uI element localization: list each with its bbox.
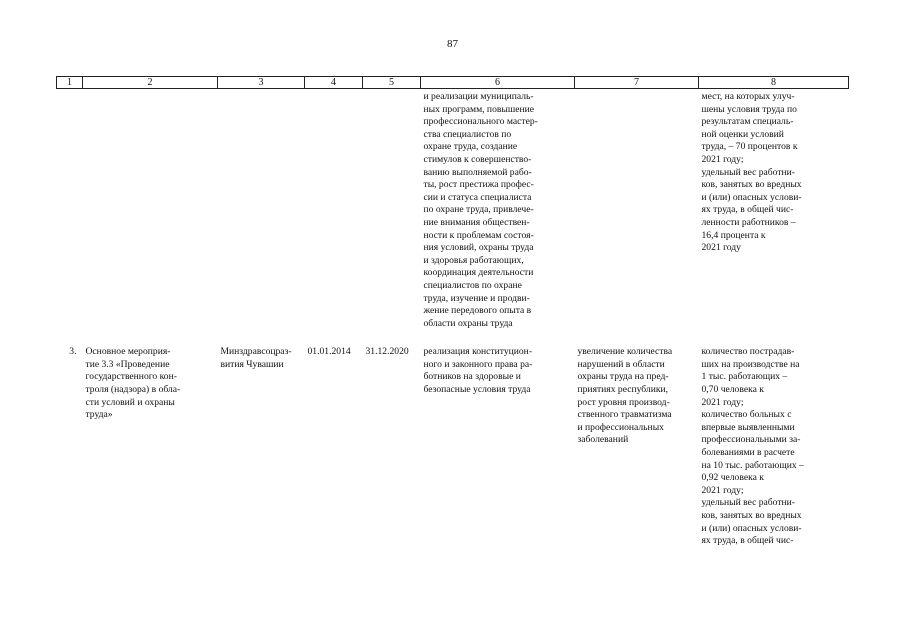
text-line: ния условий, охраны труда	[423, 242, 534, 254]
column-header: 4	[305, 77, 363, 89]
text-line: государственного кон-	[85, 371, 177, 383]
text-line: ях труда, в общей чис-	[701, 204, 794, 216]
text-line: по охране труда, привлече-	[423, 204, 534, 216]
column-number-row	[57, 77, 849, 89]
text-line: труда, – 70 процентов к	[701, 141, 798, 153]
text-line: увеличение количества	[577, 346, 673, 358]
table-row-continued	[57, 89, 849, 347]
text-line: труда»	[85, 409, 113, 421]
text-line: количество пострадав-	[701, 346, 795, 358]
text-line: мест, на которых улуч-	[701, 91, 795, 102]
text-line: ственного травматизма	[577, 409, 672, 421]
column-header: 8	[699, 77, 849, 89]
text-line: тие 3.3 «Проведение	[85, 358, 170, 370]
text-line: 0,70 человека к	[701, 384, 764, 396]
text-line: ленности работников –	[701, 216, 796, 228]
text-line: 2021 году	[701, 242, 741, 254]
text-line: 2021 году;	[701, 153, 744, 165]
text-line: шены условия труда по	[701, 103, 797, 115]
text-line: профессиональными за-	[701, 434, 801, 446]
text-line: 16,4 процента к	[701, 229, 766, 241]
cell-description	[421, 346, 575, 549]
text-line: количество больных с	[701, 409, 792, 421]
text-line: ших на производстве на	[701, 358, 800, 370]
text-line: и реализации муниципаль-	[423, 91, 534, 102]
column-header: 1	[57, 77, 83, 89]
program-table	[56, 76, 849, 549]
text-line: 0,92 человека к	[701, 472, 764, 484]
text-line: Основное мероприя-	[85, 346, 171, 358]
cell-empty	[218, 89, 305, 347]
text-line: стимулов к совершенство-	[423, 153, 532, 165]
text-line: Минздравсоцраз-	[220, 346, 292, 358]
text-line: результатам специаль-	[701, 116, 794, 128]
text-line: сти условий и охраны	[85, 396, 175, 408]
cell-empty	[575, 89, 699, 347]
text-line: нарушений в области	[577, 358, 665, 370]
text-line: рост уровня производ-	[577, 396, 670, 408]
cell-empty	[57, 89, 83, 347]
text-line: профессионального мастер-	[423, 116, 538, 128]
cell-indicators	[699, 346, 849, 549]
cell-empty	[83, 89, 218, 347]
text-line: труда, изучение и продви-	[423, 292, 530, 304]
text-line: безопасные условия труда	[423, 384, 531, 396]
column-header: 3	[218, 77, 305, 89]
cell-empty	[305, 89, 363, 347]
text-line: впервые выявленными	[701, 421, 795, 433]
text-line: 2021 году;	[701, 396, 744, 408]
cell-executor	[218, 346, 305, 549]
text-line: области охраны труда	[423, 317, 513, 329]
row-number: 3.	[69, 346, 77, 358]
cell-start-date: 01.01.2014	[307, 346, 351, 358]
text-line: 2021 году;	[701, 484, 744, 496]
text-line: ботников на здоровые и	[423, 371, 521, 383]
text-line: троля (надзора) в обла-	[85, 384, 181, 396]
column-header: 5	[363, 77, 421, 89]
text-line: вития Чувашии	[220, 358, 284, 370]
text-line: координация деятельности	[423, 267, 534, 279]
cell-results	[575, 346, 699, 549]
page-number: 87	[447, 38, 458, 50]
cell-indicators	[699, 89, 849, 347]
text-line: удельный вес работни-	[701, 497, 795, 509]
text-line: ков, занятых во вредных	[701, 179, 802, 191]
text-line: ных программ, повышение	[423, 103, 535, 115]
column-header: 6	[421, 77, 575, 89]
text-line: охраны труда на пред-	[577, 371, 669, 383]
text-line: 1 тыс. работающих –	[701, 371, 788, 383]
cell-empty	[363, 89, 421, 347]
text-line: охране труда, создание	[423, 141, 518, 153]
cell-description	[421, 89, 575, 347]
column-header: 7	[575, 77, 699, 89]
text-line: ного и законного права ра-	[423, 358, 533, 370]
text-line: и профессиональных	[577, 421, 664, 433]
text-line: реализация конституцион-	[423, 346, 533, 358]
text-line: приятиях республики,	[577, 384, 669, 396]
table-row	[57, 346, 849, 549]
text-line: и (или) опасных услови-	[701, 191, 802, 203]
text-line: ях труда, в общей чис-	[701, 535, 794, 547]
cell-measure	[83, 346, 218, 549]
text-line: и (или) опасных услови-	[701, 522, 802, 534]
text-line: ние внимания обществен-	[423, 216, 530, 228]
column-header: 2	[83, 77, 218, 89]
text-line: сии и статуса специалиста	[423, 191, 532, 203]
text-line: ков, занятых во вредных	[701, 510, 802, 521]
text-line: ности к проблемам состоя-	[423, 229, 534, 241]
text-line: и здоровья работающих,	[423, 254, 524, 266]
text-line: заболеваний	[577, 434, 629, 446]
text-line: на 10 тыс. работающих –	[701, 459, 804, 471]
text-line: специалистов по охране	[423, 279, 522, 291]
text-line: ства специалистов по	[423, 128, 512, 140]
text-line: удельный вес работни-	[701, 166, 795, 178]
text-line: жение передового опыта в	[423, 305, 532, 317]
text-line: ты, рост престижа профес-	[423, 179, 534, 191]
text-line: ной оценки условий	[701, 128, 784, 140]
cell-end-date: 31.12.2020	[365, 346, 409, 358]
text-line: ванию выполняемой рабо-	[423, 166, 532, 178]
text-line: болеваниями в расчете	[701, 447, 795, 459]
